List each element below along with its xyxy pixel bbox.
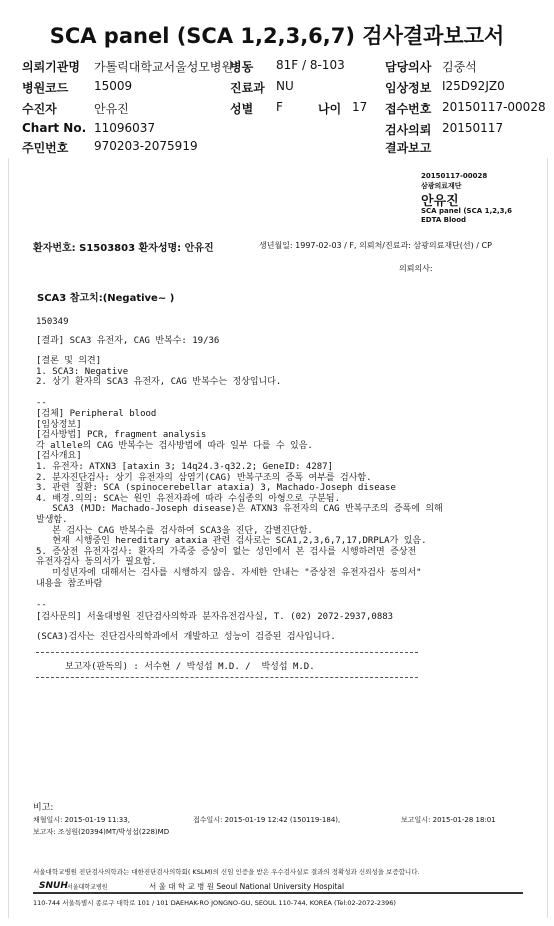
clinical-value: I25D92JZ0: [442, 79, 505, 93]
report-body-line: --: [36, 599, 47, 610]
rrn-value: 970203-2075919: [94, 139, 198, 153]
report-body-line: 3. 관련 질환: SCA (spinocerebellar ataxia) 3, Machado-Joseph disease: [36, 483, 396, 494]
report-body-line: 발생함.: [36, 515, 68, 525]
report-body-line: 유전자검사 동의서가 필요함.: [36, 557, 157, 568]
age-value: 17: [352, 100, 368, 114]
divider: [36, 652, 418, 653]
hospital-code-label: 병원코드: [22, 81, 69, 95]
report-body-line: 내용을 참조바람: [36, 578, 103, 589]
report-body-line: 2. 분자진단검사: 상기 유전자의 삼염기(CAG) 반복구조의 증폭 여부를 검사함.: [36, 472, 372, 483]
report-body-line: [검체] Peripheral blood: [36, 409, 157, 419]
ward-label: 병동: [230, 60, 254, 74]
requester: 의뢰의사:: [399, 264, 433, 273]
chart-value: 11096037: [94, 121, 156, 135]
scanned-report: [8, 158, 548, 918]
sex-value: F: [276, 100, 283, 114]
rrn-label: 주민번호: [22, 141, 69, 155]
sticker-org: 삼광의료재단: [421, 182, 462, 190]
report-body-line: [검사방법] PCR, fragment analysis: [36, 430, 207, 441]
doctor-label: 담당의사: [385, 60, 432, 74]
snuh-logo-sub: 서울대학교병원: [67, 884, 108, 891]
receipt-value: 20150117-00028: [442, 100, 546, 114]
reporter-id: 보고자: 조성원(20394)MT/박성섭(228)MD: [33, 828, 170, 836]
doctor-value: 김중석: [442, 60, 477, 74]
receipt-label: 접수번호: [385, 102, 432, 116]
report-body-line: 각 allele의 CAG 반복수는 검사방법에 따라 일부 다를 수 있음.: [36, 440, 313, 451]
hospital-name: 서 울 대 학 교 병 원 Seoul National University Hospital: [149, 882, 345, 891]
institution-value: 가톨릭대학교서울성모병원: [94, 60, 234, 74]
inquiry-line: [검사문의] 서울대병원 진단검사의학과 분자유전검사실, T. (02) 2072-2937,0883: [36, 612, 394, 622]
report-body-line: [결론 및 의견]: [36, 356, 102, 366]
reference-title: SCA3 참고치:(Negative~ ): [37, 293, 175, 304]
request-label: 검사의뢰: [385, 123, 432, 137]
footer-rule: [33, 892, 523, 894]
institution-label: 의뢰기관명: [22, 60, 80, 74]
age-label: 나이: [318, 102, 342, 116]
report-body-line: [임상정보]: [36, 419, 82, 430]
certification-note: 서울대학교병원 진단검사의학과는 대한진단검사의학회( KSLM)의 신임 인증을 받은 우수검사실로 결과의 정확성과 신뢰성을 보증합니다.: [33, 868, 420, 876]
dept-value: NU: [276, 79, 294, 93]
specimen-code: 150349: [36, 317, 69, 327]
hospital-address: 110-744 서울특별시 종로구 대학로 101 / 101 DAEHAK-RO JONGNO-GU, SEOUL 110-744, KOREA (Tel:02-2072-2396): [33, 899, 396, 907]
remark-label: 비고:: [33, 803, 54, 813]
report-body-line: [검사개요]: [36, 451, 82, 462]
report-body-line: 4. 배경.의의: SCA는 원인 유전자좌에 따라 수십종의 아형으로 구분됨.: [36, 493, 341, 504]
patient-line: 환자번호: S1503803 환자성명: 안유진: [33, 243, 214, 254]
examinee-label: 수진자: [22, 102, 57, 116]
development-line: (SCA3)검사는 진단검사의학과에서 개발하고 성능이 검증된 검사입니다.: [36, 632, 336, 642]
examinee-value: 안유진: [94, 102, 129, 116]
snuh-logo: SNUH: [39, 881, 68, 891]
dept-label: 진료과: [230, 81, 265, 95]
report-body-line: SCA3 (MJD: Machado-Joseph disease)은 ATXN3 유전자의 CAG 반복구조의 증폭에 의해: [36, 504, 443, 515]
report-body-line: 현재 시행중인 hereditary ataxia 관련 검사로는 SCA1,2,3,6,7,17,DRPLA가 있음.: [36, 536, 427, 547]
sticker-tube: EDTA Blood: [421, 216, 467, 224]
report-date-label: 결과보고: [385, 141, 432, 155]
ward-value: 81F / 8-103: [276, 58, 345, 72]
clinical-label: 임상정보: [385, 81, 432, 95]
received-time: 접수일시: 2015-01-19 12:42 (150119-184),: [193, 816, 341, 824]
sex-label: 성별: [230, 102, 254, 116]
divider: [36, 677, 418, 678]
sticker-panel: SCA panel (SCA 1,2,3,6: [421, 207, 513, 215]
result-line: [결과] SCA3 유전자, CAG 반복수: 19/36: [36, 336, 220, 346]
reported-time: 보고일시: 2015-01-28 18:01: [401, 816, 496, 824]
report-body-line: 미성년자에 대해서는 검사를 시행하지 않음. 자세한 안내는 "증상전 유전자검사 동의서": [36, 568, 422, 578]
report-body-line: 본 검사는 CAG 반복수를 검사하여 SCA3을 진단, 감별진단함.: [36, 525, 313, 536]
chart-label: Chart No.: [22, 121, 87, 135]
report-body-line: 1. 유전자: ATXN3 [ataxin 3; 14q24.3-q32.2; GeneID: 4287]: [36, 462, 334, 472]
report-body-line: 1. SCA3: Negative: [36, 366, 129, 377]
sticker-id: 20150117-00028: [421, 172, 488, 180]
sticker-name: 안유진: [421, 194, 459, 209]
hospital-code-value: 15009: [94, 79, 133, 93]
collected-time: 채혈일시: 2015-01-19 11:33,: [33, 816, 130, 824]
report-body-line: --: [36, 398, 47, 409]
report-body-line: 2. 상기 환자의 SCA3 유전자, CAG 반복수는 정상입니다.: [36, 377, 282, 388]
reporter-line: 보고자(판독의) : 서수현 / 박성섭 M.D. / 박성섭 M.D.: [65, 662, 315, 672]
patient-detail: 생년월일: 1997-02-03 / F, 의뢰처/진료과: 삼광의료재단(선) / CP: [259, 241, 492, 250]
report-title: SCA panel (SCA 1,2,3,6,7) 검사결과보고서: [49, 24, 505, 48]
report-body-line: 5. 증상전 유전자검사: 환자의 가족중 증상이 없는 성인에서 본 검사를 시행하려면 증상전: [36, 546, 417, 557]
request-value: 20150117: [442, 121, 504, 135]
